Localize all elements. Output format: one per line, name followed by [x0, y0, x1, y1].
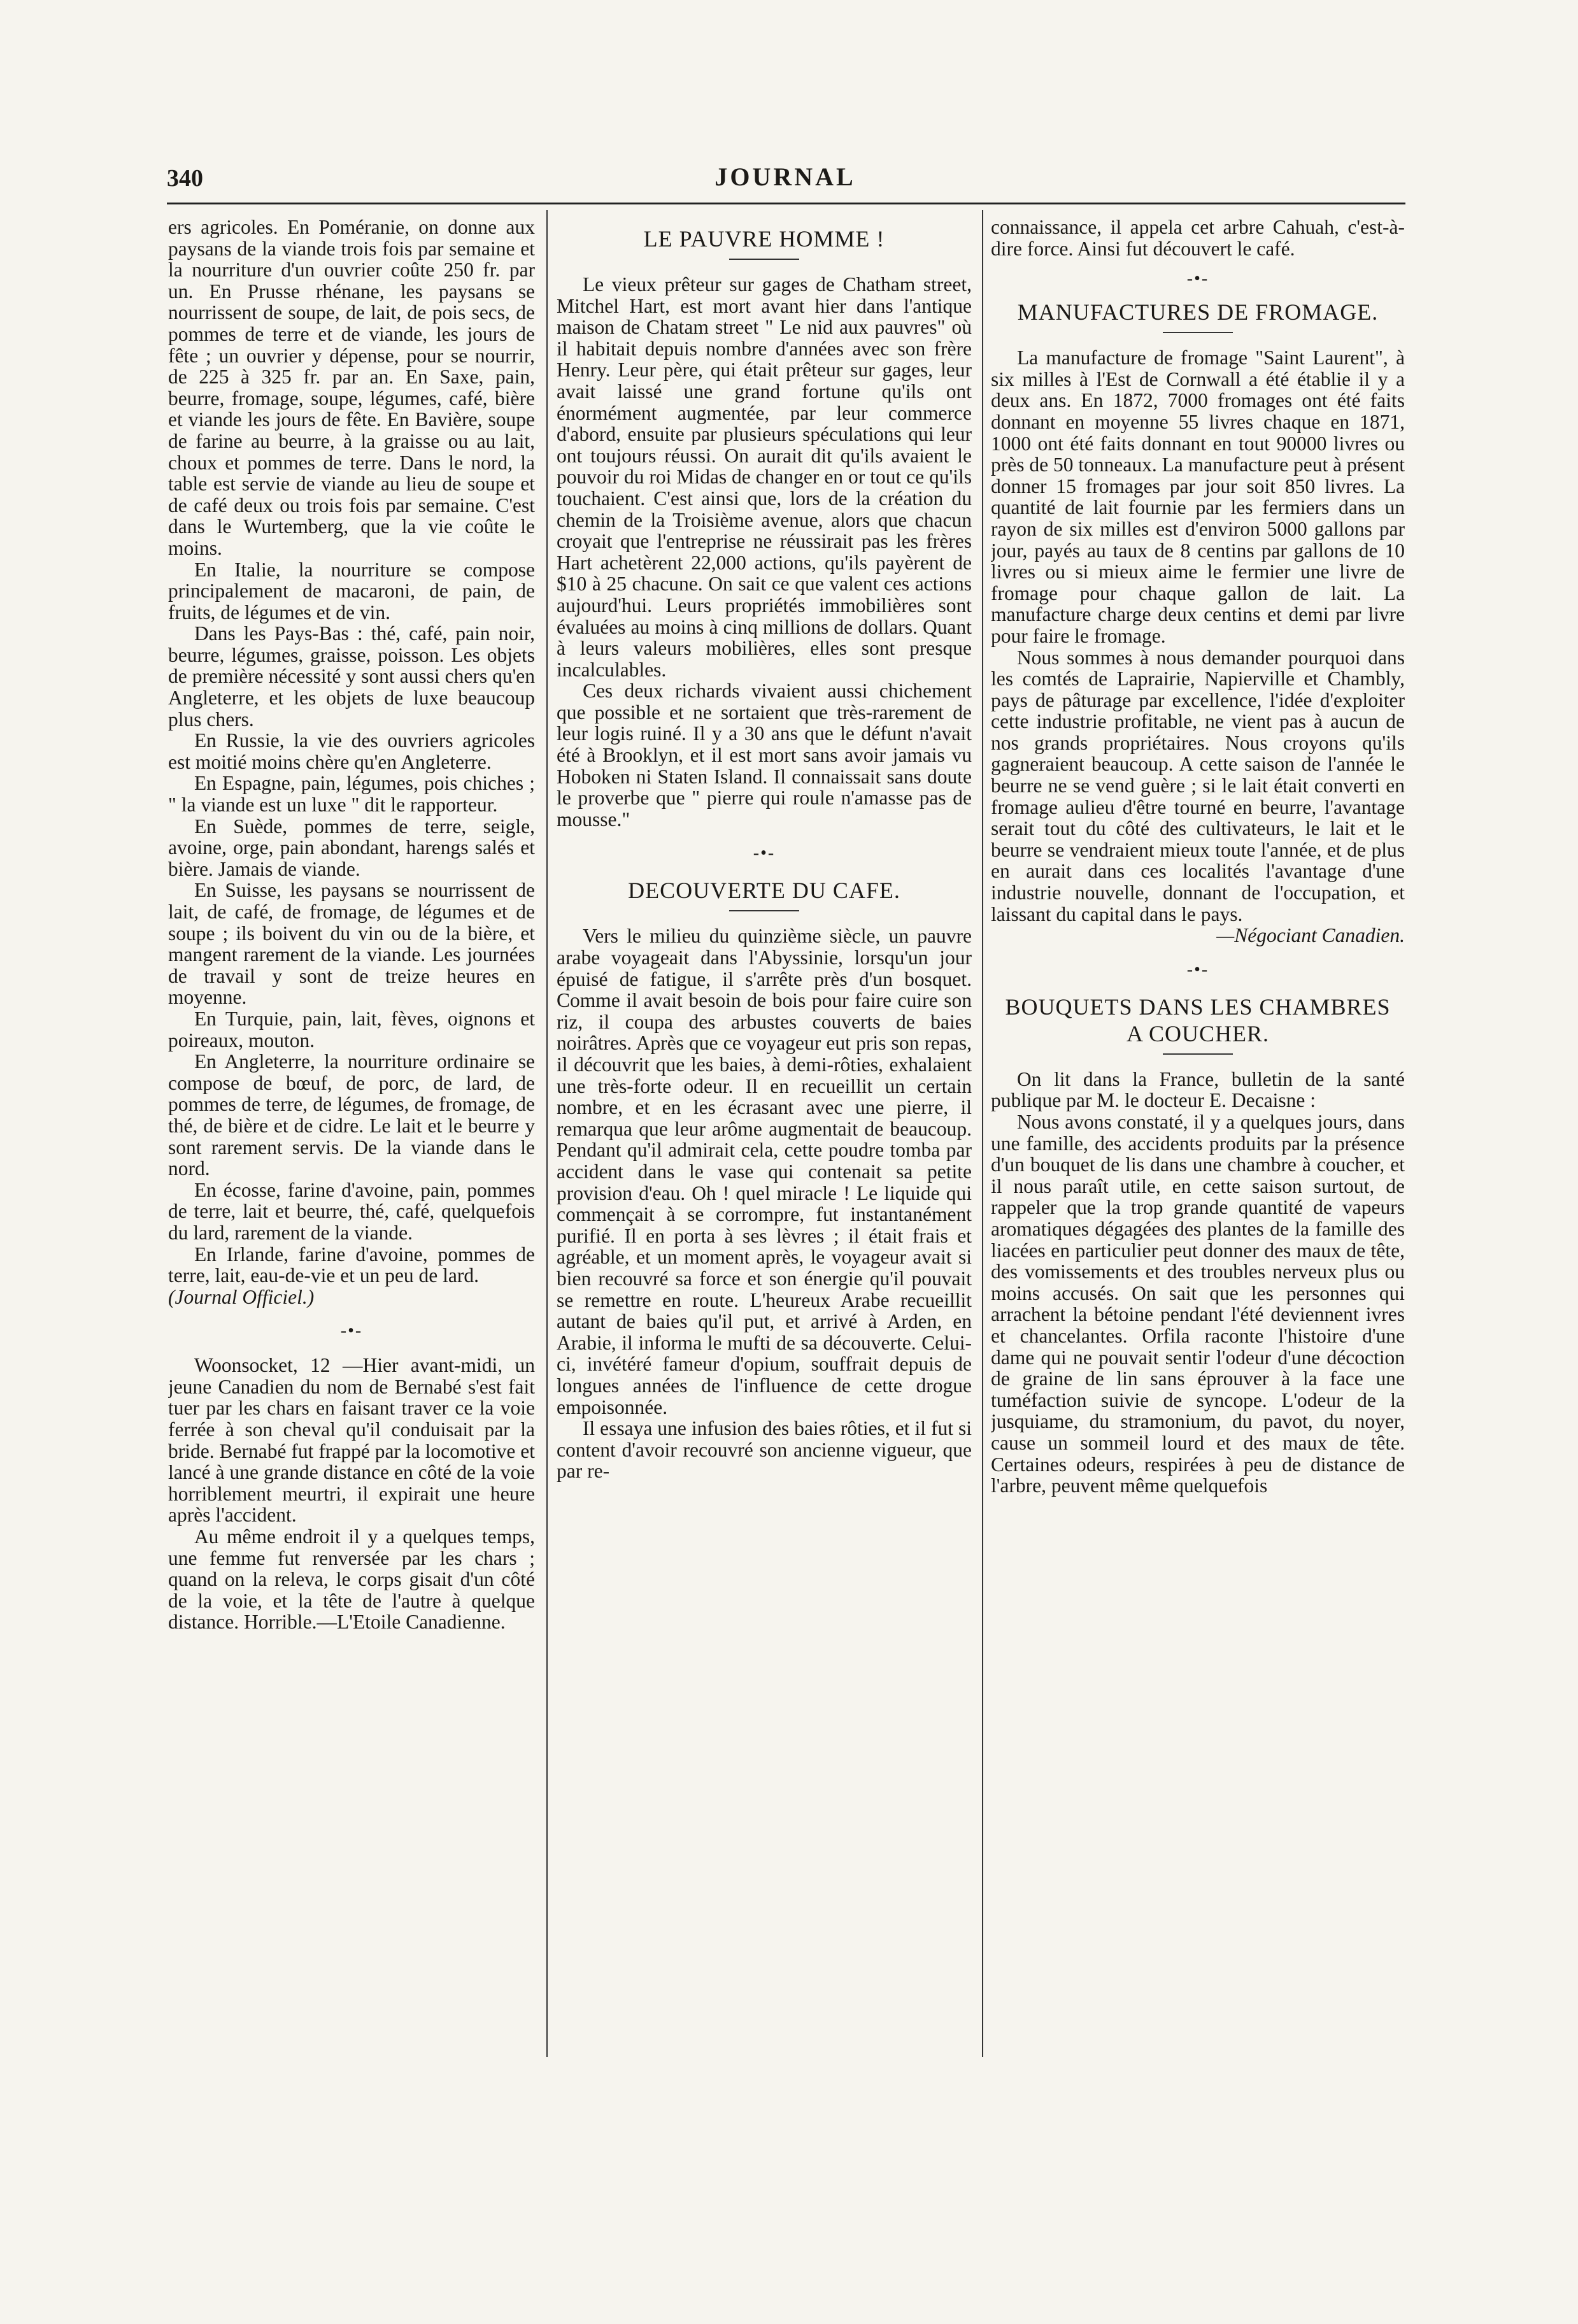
section-ornament: -•-	[340, 1321, 363, 1341]
column-3	[991, 217, 1405, 2044]
column-divider-1	[546, 210, 548, 2057]
paragraph: En Suisse, les paysans se nourrissent de lait, de café, de fromage, de légumes et de soupe ; ils boivent du vin ou de la bière, et mangent rarement de la viande. Les journées de travail y sont de treize heures en moyenne.	[168, 879, 535, 1009]
page-header	[167, 160, 1404, 199]
paragraph: Au même endroit il y a quelques temps, une femme fut renversée par les chars ; quand on la releva, le corps gisait d'un côté de la voie, et la tête de l'autre à quelque distance. Horrible.—L'Etoile Canadienne.	[168, 1525, 535, 1634]
paragraph: Nous avons constaté, il y a quelques jours, dans une famille, des accidents produits par la présence d'un bouquet de lis dans une chambre à coucher, et il nous paraît utile, en cette saison surtout, de rappeler que la trop grande quantité de vapeurs aromatiques dégagées des plantes de la famille des liacées en particulier peut donner des maux de tête, des vomissements et des troubles nerveux plus ou moins accusés. On sait que les personnes qui arrachent la bétoine pendant l'été deviennent ivres et chancelantes. Orfila raconte l'histoire d'une dame qui ne pouvait sentir l'odeur d'une décoction de graine de lin sans éprouver à la face une tuméfaction suivie de syncope. L'odeur de la jusquiame, du stramonium, du pavot, du noyer, cause un sommeil lourd et des maux de tête. Certaines odeurs, respirées à peu de distance de l'arbre, peuvent même quelquefois	[991, 1111, 1405, 1497]
paragraph: En Suède, pommes de terre, seigle, avoine, orge, pain abondant, harengs salés et bière. Jamais de viande.	[168, 815, 535, 880]
paragraph: En Espagne, pain, légumes, pois chiches ; " la viande est un luxe " dit le rapporteur.	[168, 772, 535, 816]
headline-rule	[729, 910, 799, 911]
signature-text: —Négociant Canadien.	[1216, 924, 1405, 947]
paragraph: Vers le milieu du quinzième siècle, un pauvre arabe voyageait dans l'Abyssinie, lorsqu'un jour épuisé de fatigue, il s'arrête près d'un bosquet. Comme il avait besoin de bois pour faire cuire son riz, il coupa des arbustes couverts de baies noirâtres. Après que ce voyageur eut pris son repas, il découvrit que les baies, à demi-rôties, exhalaient une très-forte odeur. Il en recueillit un certain nombre, et en les écrasant avec une pierre, il remarqua que leur arôme augmentait de beaucoup. Pendant qu'il admirait cela, cette poudre tomba par accident dans le vase qui contenait sa petite provision d'eau. Oh ! quel miracle ! Le liquide qui commençait à se corrompre, fut instantanément purifié. Il en porta à ses lèvres ; il était frais et agréable, et un moment après, le voyageur avait si bien recouvré sa force et son énergie qu'il pouvait se remettre en route. L'heureux Arabe recueillit autant de baies qu'il put, et arrivé à Arden, en Arabie, il informa le mufti de sa découverte. Celui-ci, invétéré fameur d'opium, souffrait depuis de longues années de l'influence de cette drogue empoisonnée.	[557, 925, 972, 1418]
paragraph: connaissance, il appela cet arbre Cahuah, c'est-à-dire force. Ainsi fut découvert le café.	[991, 217, 1405, 260]
column-1	[168, 217, 535, 2044]
paragraph: En Russie, la vie des ouvriers agricoles est moitié moins chère qu'en Angleterre.	[168, 729, 535, 773]
paragraph: Woonsocket, 12 —Hier avant-midi, un jeune Canadien du nom de Bernabé s'est fait tuer par les chars en faisant traver ce la voie ferrée à son cheval qu'il conduisait par la bride. Bernabé fut frappé par la locomotive et lancé à une grande distance en côté de la voie horriblement meurtri, il expirait une heure après l'accident.	[168, 1354, 535, 1527]
paragraph: En Turquie, pain, lait, fèves, oignons et poireaux, mouton.	[168, 1007, 535, 1052]
headline-rule	[1163, 1053, 1233, 1055]
journal-title: JOURNAL	[714, 162, 856, 191]
header-rule	[167, 203, 1405, 204]
paragraph: En Angleterre, la nourriture ordinaire se compose de bœuf, de porc, de lard, de pommes de terre, de légumes, de fromage, de thé, de bière et de cidre. Le lait et le beurre y sont rarement servis. De la viande dans le nord.	[168, 1050, 535, 1180]
citation: (Journal Officiel.)	[168, 1285, 315, 1308]
page-number: 340	[167, 165, 203, 192]
headline-rule	[1163, 332, 1233, 333]
paragraph: Dans les Pays-Bas : thé, café, pain noir, beurre, légumes, graisse, poisson. Les objets de première nécessité y sont aussi chers qu'en Angleterre, et les objets de luxe beaucoup plus chers.	[168, 622, 535, 731]
paragraph: Ces deux richards vivaient aussi chichement que possible et ne sortaient que très-rarement de leur logis ruiné. Il y a 30 ans que le défunt n'avait été à Brooklyn, et il est mort sans avoir jamais vu Hoboken ni Staten Island. Il connaissait sans doute le proverbe que " pierre qui roule n'amasse pas de mousse."	[557, 680, 972, 831]
headline-rule	[729, 259, 799, 260]
section-ornament: -•-	[753, 843, 776, 864]
section-ornament: -•-	[1186, 959, 1209, 980]
column-2	[557, 217, 972, 2044]
headline-bouquets-line2: A COUCHER.	[1126, 1020, 1270, 1046]
paragraph: En Italie, la nourriture se compose principalement de macaroni, de pain, de fruits, de légumes et de vin.	[168, 558, 535, 624]
paragraph: La manufacture de fromage "Saint Laurent", à six milles à l'Est de Cornwall a été établie il y a deux ans. En 1872, 7000 fromages ont été faits donnant en moyenne 55 livres chaque en 1871, 1000 ont été faits donnant en tout 90000 livres ou près de 50 tonneaux. La manufacture peut à présent donner 15 fromages par jour soit 850 livres. La quantité de lait fournie par les fermiers dans un rayon de six milles est d'environ 5000 gallons par jour, payés au taux de 8 centins par gallons de 10 livres ou si mieux aime le fermier une livre de fromage pour chaque gallon de lait. La manufacture charge deux centins et demi par livre pour faire le fromage.	[991, 346, 1405, 647]
headline-pauvre-homme: LE PAUVRE HOMME !	[643, 226, 885, 252]
paragraph: Le vieux prêteur sur gages de Chatham street, Mitchel Hart, est mort avant hier dans l'antique maison de Chatam street " Le nid aux pauvres" où il habitait depuis nombre d'années avec son frère Henry. Leur père, qui était prêteur sur gages, leur avait laissé une grand fortune qu'ils ont énormément augmentée, par leur commerce d'abord, ensuite par plusieurs spéculations qui leur ont toujours réussi. On aurait dit qu'ils avaient le pouvoir du roi Midas de changer en or tout ce qu'ils touchaient. C'est ainsi que, lors de la création du chemin de la Troisième avenue, alors que chacun croyait que l'entreprise ne réussirait pas les frères Hart achetèrent 22,000 actions, qu'ils payèrent de $10 à 25 chacune. On sait ce que valent ces actions aujourd'hui. Leurs propriétés immobilières sont évaluées au moins à cinq millions de dollars. Quant à leurs valeurs mobilières, elles sont presque incalculables.	[557, 273, 972, 681]
paragraph: ers agricoles. En Poméranie, on donne aux paysans de la viande trois fois par semaine et la nourriture d'un ouvrier coûte 250 fr. par un. En Prusse rhénane, les paysans se nourrissent de soupe, de lait, de pois secs, de pommes de terre et de viande, les jours de fête ; un ouvrier y dépense, pour se nourrir, de 225 à 325 fr. par an. En Saxe, pain, beurre, fromage, soupe, légumes, café, bière et viande les jours de fête. En Bavière, soupe de farine au beurre, à la graisse ou au lait, choux et pommes de terre. Dans le nord, la table est servie de viande au lieu de soupe et de café deux ou trois fois par semaine. C'est dans le Wurtemberg, que la vie coûte le moins.	[168, 217, 535, 559]
paragraph: Il essaya une infusion des baies rôties, et il fut si content d'avoir recouvré son ancienne vigueur, que par re-	[557, 1417, 972, 1483]
headline-decouverte-cafe: DECOUVERTE DU CAFE.	[628, 878, 900, 904]
signature	[991, 925, 1405, 946]
paragraph: En Irlande, farine d'avoine, pommes de terre, lait, eau-de-vie et un peu de lard.	[168, 1243, 535, 1287]
headline-bouquets-line1: BOUQUETS DANS LES CHAMBRES	[1005, 994, 1391, 1020]
paragraph: Nous sommes à nous demander pourquoi dans les comtés de Laprairie, Napierville et Chambly, pays de pâturage par excellence, l'idée d'exploiter cette industrie profitable, ne vient pas à aucun de nos grands propriétaires. Nous croyons qu'ils gagneraient beaucoup. A cette saison de l'année le beurre ne se vend guère ; si le lait était converti en fromage aulieu d'être tourné en beurre, l'avantage serait tout du côté des cultivateurs, le lait et le beurre se vendraient mieux toute l'année, et de plus en aurait dans ces localités l'avantage d'une industrie nouvelle, donnant de l'occupation, et laissant du capital dans le pays.	[991, 646, 1405, 925]
headline-manufactures-fromage: MANUFACTURES DE FROMAGE.	[1017, 299, 1379, 325]
section-ornament: -•-	[1186, 269, 1209, 289]
column-divider-2	[982, 210, 983, 2057]
paragraph: En écosse, farine d'avoine, pain, pommes de terre, lait et beurre, thé, café, quelquefois du lard, rarement de la viande.	[168, 1178, 535, 1244]
paragraph: On lit dans la France, bulletin de la santé publique par M. le docteur E. Decaisne :	[991, 1067, 1405, 1112]
